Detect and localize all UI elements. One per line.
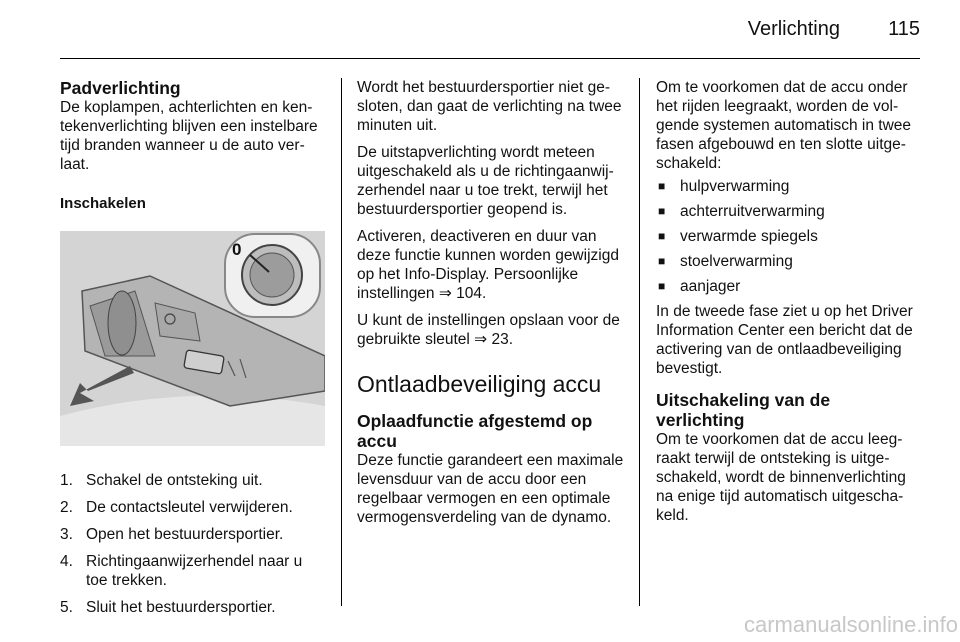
paragraph: Om te voorkomen dat de accu leegraakt terwijl de ontsteking is uitgeschakeld, wordt de binnenverlichting na enige tijd automatisch uitgeschakeld. (656, 431, 906, 524)
page-title: Verlichting (747, 18, 840, 40)
list-item: ■ verwarmde spiegels (658, 228, 818, 245)
paragraph: U kunt de instellingen opslaan voor de gebruikte sleutel ⇒ 23. (357, 312, 620, 348)
turn-signal-lever-illustration (60, 231, 325, 446)
paragraph: Wordt het bestuurdersportier niet gesloten, dan gaat de verlichting na twee minuten uit. (357, 79, 622, 134)
paragraph: Om te voorkomen dat de accu onder het rijden leegraakt, worden de volgende systemen automatisch in twee fasen afgebouwd en ten slotte uitgeschakeld: (656, 79, 912, 172)
list-item: ■ aanjager (658, 278, 741, 295)
list-item: ■ stoelverwarming (658, 253, 793, 270)
column-left (60, 78, 325, 625)
ignition-position-label: 0 (232, 240, 242, 259)
list-item: 2. De contactsleutel verwijderen. (60, 499, 293, 516)
list-item: 4. Richtingaanwijzerhendel naar u toe trekken. (60, 553, 303, 589)
watermark: carmanualsonline.info (743, 612, 958, 637)
list-item: 5. Sluit het bestuurdersportier. (60, 599, 276, 616)
section-heading-padverlichting: Padverlichting (60, 78, 181, 98)
subheading-oplaadfunctie: Oplaadfunctie afgestemd op accu (357, 411, 593, 451)
bullet-icon: ■ (658, 254, 666, 268)
section-heading-uitschakeling: Uitschakeling van de verlichting (656, 390, 831, 430)
paragraph: In de tweede fase ziet u op het Driver Information Center een bericht dat de activering van de ontlaadbeveiliging bevestigt. (656, 303, 913, 377)
list-item: 3. Open het bestuurdersportier. (60, 526, 284, 543)
paragraph: De uitstapverlichting wordt meteen uitgeschakeld als u de richtingaanwijzerhendel naar u toe trekt, terwijl het bestuurdersportier geopend is. (357, 144, 614, 218)
column-divider (639, 78, 640, 606)
bullet-icon: ■ (658, 204, 666, 218)
paragraph: Deze functie garandeert een maximale levensduur van de accu door een regelbaar vermogen en een optimale vermogensverdeling van de dynamo. (357, 452, 624, 526)
bullet-icon: ■ (658, 179, 666, 193)
column-middle (357, 78, 625, 535)
subheading-inschakelen: Inschakelen (60, 195, 146, 212)
header-divider (60, 58, 920, 59)
column-divider (341, 78, 342, 606)
paragraph: Activeren, deactiveren en duur van deze functie kunnen worden gewijzigd op het Info-Display. Persoonlijke instellingen ⇒ 104. (357, 228, 619, 302)
bullet-icon: ■ (658, 229, 666, 243)
list-item: ■ hulpverwarming (658, 178, 790, 195)
list-item: ■ achterruitverwarming (658, 203, 825, 220)
list-item: 1. Schakel de ontsteking uit. (60, 472, 263, 489)
page-number: 115 (888, 18, 920, 40)
padverlichting-intro: De koplampen, achterlichten en kentekenverlichting blijven een instelbare tijd branden wanneer u de auto verlaat. (60, 99, 318, 173)
column-right (656, 78, 922, 533)
steps-list (60, 471, 325, 617)
systems-list (656, 177, 922, 296)
bullet-icon: ■ (658, 279, 666, 293)
section-title-ontlaadbeveiliging: Ontlaadbeveiliging accu (357, 371, 602, 397)
